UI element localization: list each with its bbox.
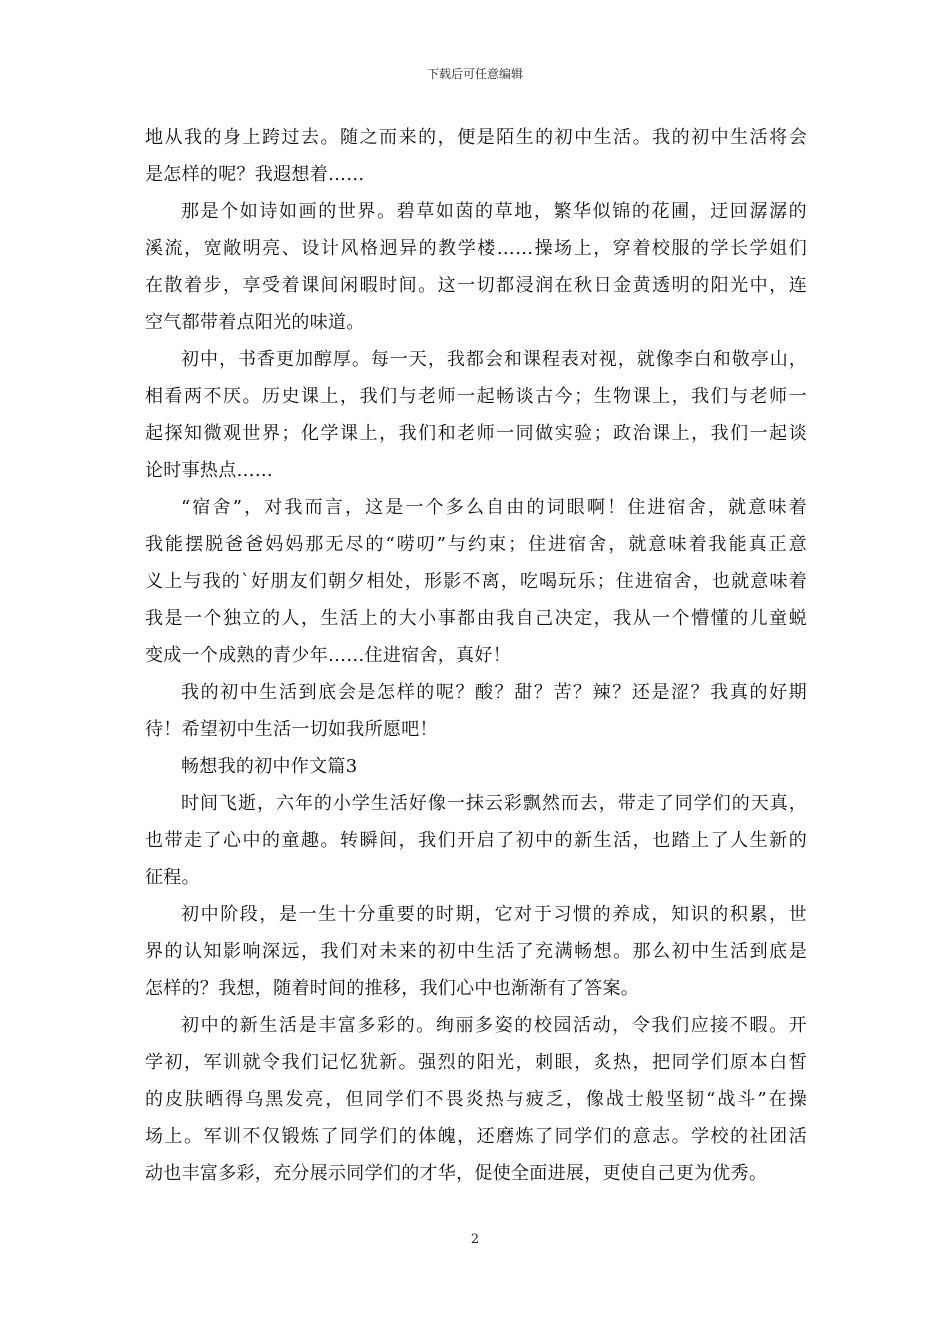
paragraph	[145, 193, 807, 341]
text-line: 畅想我的初中作文篇3	[181, 756, 358, 777]
text-line: 初中的新生活是丰富多彩的。绚丽多姿的校园活动，令我们应接不暇。开	[181, 1015, 807, 1036]
text-line: 时间飞逝，六年的小学生活好像一抹云彩飘然而去，带走了同学们的天真，	[181, 793, 807, 814]
text-line: 论时事热点……	[145, 460, 274, 481]
text-line: 界的认知影响深远，我们对未来的初中生活了充满畅想。那么初中生活到底是	[145, 941, 807, 962]
page-number: 2	[470, 1232, 480, 1247]
text-line: 相看两不厌。历史课上，我们与老师一起畅谈古今；生物课上，我们与老师一	[145, 386, 807, 407]
paragraph	[145, 341, 807, 489]
text-line: 初中阶段，是一生十分重要的时期，它对于习惯的养成，知识的积累，世	[181, 904, 807, 925]
paragraph	[145, 785, 807, 896]
text-line: 场上。军训不仅锻炼了同学们的体魄，还磨炼了同学们的意志。学校的社团活	[145, 1126, 807, 1147]
paragraph	[145, 489, 807, 674]
document-body	[145, 119, 807, 1192]
paragraph	[145, 748, 807, 785]
paragraph	[145, 896, 807, 1007]
text-line: 学初，军训就令我们记忆犹新。强烈的阳光，刺眼，炙热，把同学们原本白皙	[145, 1052, 807, 1073]
text-line: 也带走了心中的童趣。转瞬间，我们开启了初中的新生活，也踏上了人生新的	[145, 830, 807, 851]
text-line: 起探知微观世界；化学课上，我们和老师一同做实验；政治课上，我们一起谈	[145, 423, 807, 444]
paragraph	[145, 674, 807, 748]
text-line: 初中，书香更加醇厚。每一天，我都会和课程表对视，就像李白和敬亭山，	[181, 349, 807, 370]
text-line: 我的初中生活到底会是怎样的呢？酸？甜？苦？辣？还是涩？我真的好期	[181, 682, 807, 703]
text-line: 空气都带着点阳光的味道。	[145, 312, 365, 333]
page-header	[0, 66, 950, 82]
text-line: 动也丰富多彩，充分展示同学们的才华，促使全面进展，更使自己更为优秀。	[145, 1163, 768, 1184]
paragraph	[145, 119, 807, 193]
text-line: 我能摆脱爸爸妈妈那无尽的“唠叨”与约束；住进宿舍，就意味着我能真正意	[145, 534, 807, 555]
text-line: 是怎样的呢？我遐想着……	[145, 164, 365, 185]
text-line: “宿舍”，对我而言，这是一个多么自由的词眼啊！住进宿舍，就意味着	[181, 497, 807, 518]
paragraph	[145, 1007, 807, 1192]
text-line: 怎样的？我想，随着时间的推移，我们心中也渐渐有了答案。	[145, 978, 640, 999]
text-line: 地从我的身上跨过去。随之而来的，便是陌生的初中生活。我的初中生活将会	[145, 127, 807, 148]
header-text: 下载后可任意编辑	[426, 67, 523, 81]
page-footer	[0, 1232, 950, 1248]
text-line: 在散着步，享受着课间闲暇时间。这一切都浸润在秋日金黄透明的阳光中，连	[145, 275, 807, 296]
text-line: 我是一个独立的人，生活上的大小事都由我自己决定，我从一个懵懂的儿童蜕	[145, 608, 807, 629]
text-line: 溪流，宽敞明亮、设计风格迥异的教学楼……操场上，穿着校服的学长学姐们	[145, 238, 807, 259]
text-line: 征程。	[145, 867, 200, 888]
text-line: 义上与我的`好朋友们朝夕相处，形影不离，吃喝玩乐；住进宿舍，也就意味着	[145, 571, 807, 592]
text-line: 的皮肤晒得乌黑发亮，但同学们不畏炎热与疲乏，像战士般坚韧“战斗”在操	[145, 1089, 807, 1110]
text-line: 待！希望初中生活一切如我所愿吧！	[145, 719, 438, 740]
text-line: 那是个如诗如画的世界。碧草如茵的草地，繁华似锦的花圃，迂回潺潺的	[181, 201, 807, 222]
text-line: 变成一个成熟的青少年……住进宿舍，真好！	[145, 645, 511, 666]
